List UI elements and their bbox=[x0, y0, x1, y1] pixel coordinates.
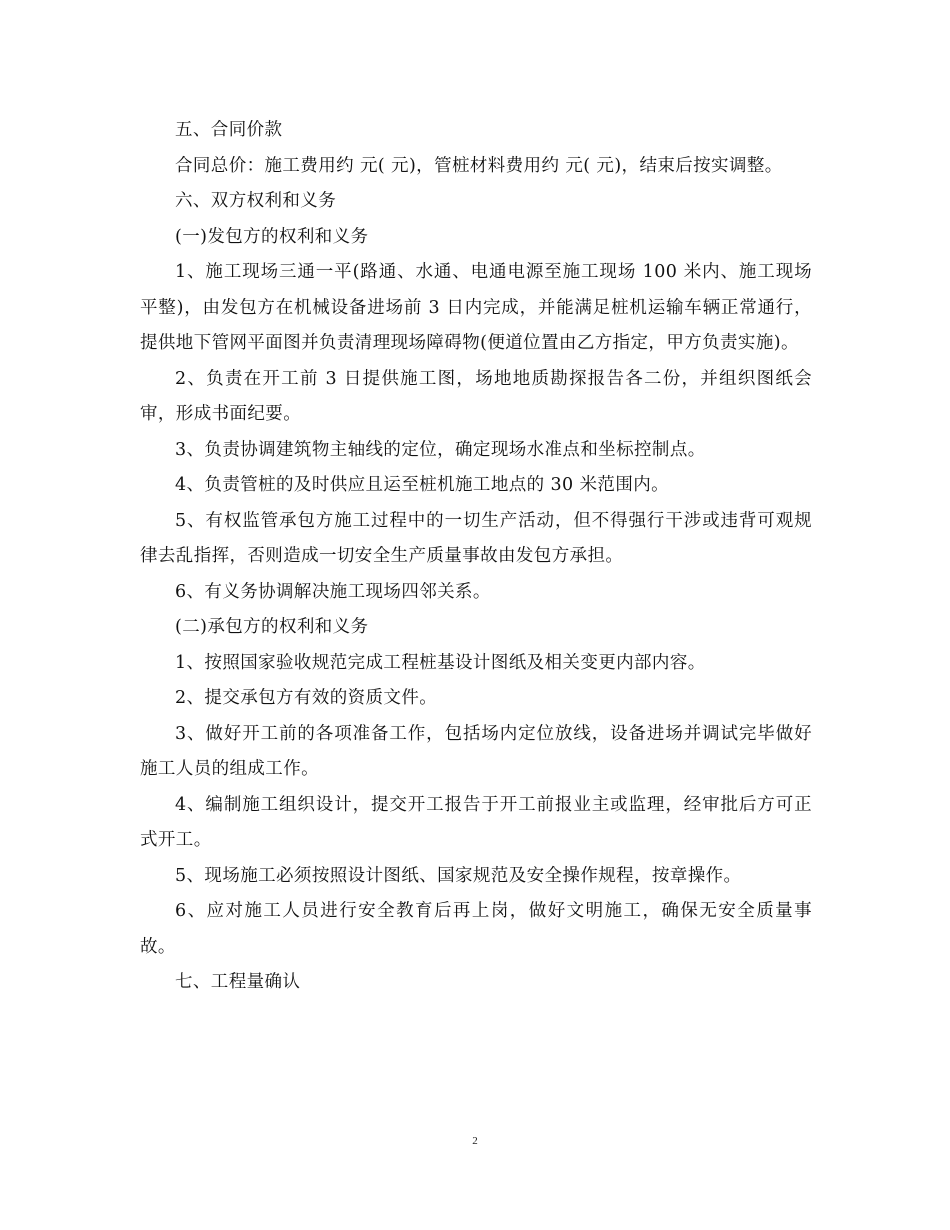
section-heading-quantity-confirmation: 七、工程量确认 bbox=[175, 972, 301, 992]
paragraph-contractor-item-4: 4、编制施工组织设计，提交开工报告于开工前报业主或监理，经审批后方可正式开工。 bbox=[140, 794, 812, 850]
page-number: 2 bbox=[472, 1135, 478, 1147]
paragraph-employer-item-3: 3、负责协调建筑物主轴线的定位，确定现场水准点和坐标控制点。 bbox=[175, 439, 706, 460]
paragraph-contractor-item-1: 1、按照国家验收规范完成工程桩基设计图纸及相关变更内部内容。 bbox=[175, 652, 706, 673]
subheading-contractor: (二)承包方的权利和义务 bbox=[175, 617, 369, 637]
document-body bbox=[140, 113, 812, 1001]
paragraph-employer-item-5: 5、有权监管承包方施工过程中的一切生产活动，但不得强行干涉或违背可观规律去乱指挥，否则造成一切安全生产质量事故由发包方承担。 bbox=[140, 510, 812, 566]
section-heading-contract-price: 五、合同价款 bbox=[175, 120, 283, 140]
paragraph-employer-item-6: 6、有义务协调解决施工现场四邻关系。 bbox=[175, 581, 491, 602]
section-heading-rights-obligations: 六、双方权利和义务 bbox=[175, 191, 337, 211]
paragraph-employer-item-1: 1、施工现场三通一平(路通、水通、电通电源至施工现场 100 米内、施工现场平整)，由发包方在机械设备进场前 3 日内完成，并能满足桩机运输车辆正常通行，提供地下管网平面图并负责清理现场障碍物(便道位置由乙方指定，甲方负责实施)。 bbox=[140, 262, 812, 353]
paragraph-contractor-item-5: 5、现场施工必须按照设计图纸、国家规范及安全操作规程，按章操作。 bbox=[175, 865, 742, 886]
subheading-employer: (一)发包方的权利和义务 bbox=[175, 226, 369, 247]
paragraph-total-price: 合同总价：施工费用约 元( 元)，管桩材料费用约 元( 元)，结束后按实调整。 bbox=[175, 155, 783, 176]
paragraph-employer-item-4: 4、负责管桩的及时供应且运至桩机施工地点的 30 米范围内。 bbox=[175, 475, 670, 495]
paragraph-contractor-item-2: 2、提交承包方有效的资质文件。 bbox=[175, 688, 438, 708]
paragraph-employer-item-2: 2、负责在开工前 3 日提供施工图，场地地质勘探报告各二份，并组织图纸会审，形成书面纪要。 bbox=[140, 368, 812, 424]
paragraph-contractor-item-3: 3、做好开工前的各项准备工作，包括场内定位放线，设备进场并调试完毕做好施工人员的组成工作。 bbox=[140, 723, 812, 779]
paragraph-contractor-item-6: 6、应对施工人员进行安全教育后再上岗，做好文明施工，确保无安全质量事故。 bbox=[140, 901, 812, 957]
